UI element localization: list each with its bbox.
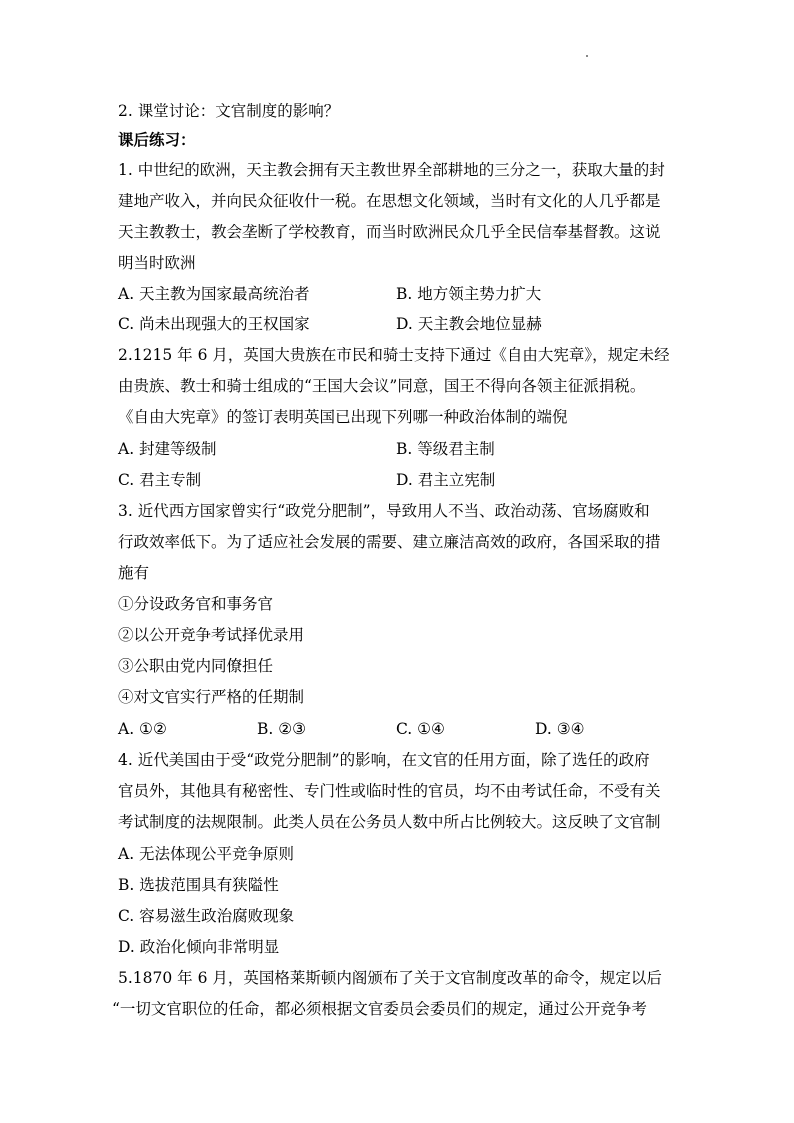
q2-line-1: 2.1215 年 6 月，英国大贵族在市民和骑士支持下通过《自由大宪章》，规定未经 <box>118 346 670 364</box>
q1-option-b: B. 地方领主势力扩大 <box>396 285 542 303</box>
q4-line-2: 官员外，其他具有秘密性、专门性或临时性的官员，均不由考试任命，不受有关 <box>118 782 661 800</box>
q3-option-b: B. ②③ <box>257 720 307 738</box>
discussion-question: 2. 课堂讨论：文官制度的影响？ <box>118 102 340 120</box>
q3-option-c: C. ①④ <box>396 720 445 738</box>
exercise-title: 课后练习： <box>118 130 196 149</box>
q2-option-d: D. 君主立宪制 <box>396 471 496 489</box>
q1-line-1: 1. 中世纪的欧洲，天主教会拥有天主教世界全部耕地的三分之一，获取大量的封 <box>118 161 665 179</box>
q2-option-b: B. 等级君主制 <box>396 440 495 458</box>
q1-option-c: C. 尚未出现强大的王权国家 <box>118 315 310 333</box>
page-mark <box>586 55 588 57</box>
q4-option-c: C. 容易滋生政治腐败现象 <box>118 907 295 925</box>
q2-line-2: 由贵族、教士和骑士组成的“王国大会议”同意，国王不得向各领主征派捐税。 <box>118 377 646 395</box>
q3-item-4: ④对文官实行严格的任期制 <box>118 688 305 706</box>
q3-item-3: ③公职由党内同僚担任 <box>118 657 274 675</box>
q4-line-1: 4. 近代美国由于受“政党分肥制”的影响，在文官的任用方面，除了选任的政府 <box>118 751 650 769</box>
q4-line-3: 考试制度的法规限制。此类人员在公务员人数中所占比例较大。这反映了文官制 <box>118 813 661 831</box>
q3-line-1: 3. 近代西方国家曾实行“政党分肥制”，导致用人不当、政治动荡、官场腐败和 <box>118 502 650 520</box>
q1-line-3: 天主教教士，教会垄断了学校教育，而当时欧洲民众几乎全民信奉基督教。这说 <box>118 223 661 241</box>
q3-option-a: A. ①② <box>118 720 167 738</box>
q4-option-a: A. 无法体现公平竞争原则 <box>118 845 295 863</box>
q4-option-b: B. 选拔范围具有狭隘性 <box>118 876 279 894</box>
q2-option-a: A. 封建等级制 <box>118 440 217 458</box>
q4-option-d: D. 政治化倾向非常明显 <box>118 938 280 956</box>
q1-option-a: A. 天主教为国家最高统治者 <box>118 285 310 303</box>
q5-line-1: 5.1870 年 6 月，英国格莱斯顿内阁颁布了关于文官制度改革的命令，规定以后 <box>118 969 662 987</box>
q3-item-2: ②以公开竞争考试择优录用 <box>118 626 305 644</box>
q2-option-c: C. 君主专制 <box>118 471 202 489</box>
q3-line-2: 行政效率低下。为了适应社会发展的需要、建立廉洁高效的政府，各国采取的措 <box>118 533 661 551</box>
q3-line-3: 施有 <box>118 564 150 582</box>
q1-option-d: D. 天主教会地位显赫 <box>396 315 542 333</box>
q1-line-2: 建地产收入，并向民众征收什一税。在思想文化领域，当时有文化的人几乎都是 <box>118 192 661 210</box>
q3-item-1: ①分设政务官和事务官 <box>118 595 274 613</box>
q1-line-4: 明当时欧洲 <box>118 254 196 272</box>
q5-line-2: “一切文官职位的任命，都必须根据文官委员会委员们的规定，通过公开竞争考 <box>112 1000 647 1018</box>
q2-line-3: 《自由大宪章》的签订表明英国已出现下列哪一种政治体制的端倪 <box>118 408 568 426</box>
q3-option-d: D. ③④ <box>535 720 585 738</box>
